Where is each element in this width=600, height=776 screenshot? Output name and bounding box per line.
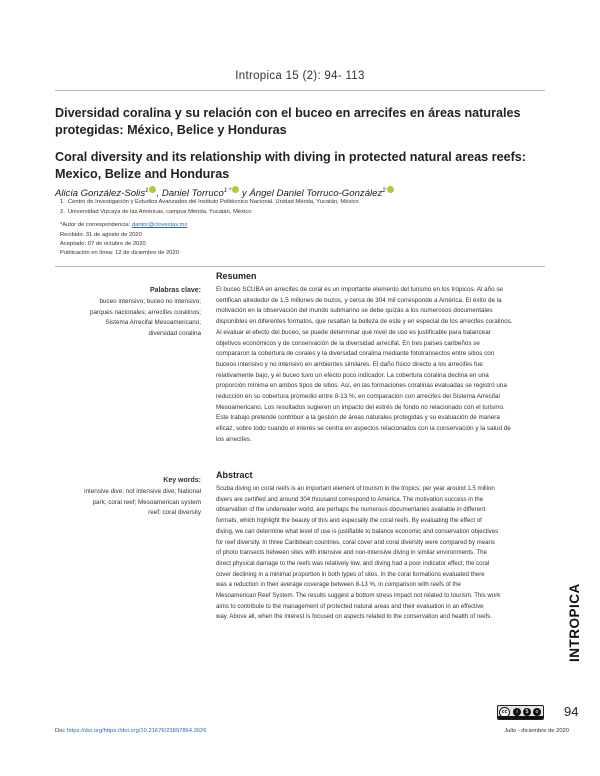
resumen-heading: Resumen xyxy=(216,271,257,281)
issue-date: Julio - diciembre de 2020 xyxy=(504,728,569,734)
journal-side-label: INTROPICA xyxy=(567,583,582,662)
resumen-line: los arrecifes. xyxy=(216,435,252,443)
keywords-en-title: Key words: xyxy=(163,477,201,484)
author-conjunction: y xyxy=(241,188,247,199)
resumen-line: eficaz, sobre todo cuando el interés se centra en aspectos relacionados con la conservación y la salud de xyxy=(216,425,511,433)
abstract-line: way. Above all, when the interest is focused on aspects related to the conservation and health of reefs. xyxy=(216,613,492,621)
keyword-line: buceo intensivo; buceo no intensivo; xyxy=(99,298,201,305)
resumen-line: buceos intensivo y no intensivo en ambientes similares. El daño físico directo a los arrecifes fue xyxy=(216,360,483,368)
resumen-line: El buceo SCUBA en arrecifes de coral es un importante elemento del turismo en los trópicos. Al año se xyxy=(216,286,504,293)
orcid-icon[interactable] xyxy=(387,186,394,193)
orcid-icon[interactable] xyxy=(232,186,239,193)
resumen-line: compararon la cobertura de corales y la diversidad coralina mediante fototransectos entre sitios con xyxy=(216,350,495,358)
section-divider xyxy=(55,266,545,267)
keyword-line: reef; coral diversity xyxy=(148,509,201,517)
keyword-line: park; coral reef; Mesoamerican system xyxy=(92,498,201,506)
title-english: Coral diversity and its relationship with diving in protected natural areas reefs: Mexico, Belize and Honduras xyxy=(55,150,526,181)
creative-commons-icon: cc xyxy=(499,707,510,718)
doi-label: Doi: xyxy=(55,728,66,734)
affiliation xyxy=(60,209,251,215)
author-name: Alicia González-Solis xyxy=(55,188,146,199)
date-accepted: Aceptado: 07 de octubre de 2020 xyxy=(60,241,146,247)
resumen-line: proporción mínima en ambos tipos de sitios. Así, en las formaciones coralinas evaluadas se registró una xyxy=(216,382,507,390)
resumen-line: objetivos económicos y de conservación de la diversidad arrecifal. En tres países caribeños se xyxy=(216,339,480,347)
author-separator: , xyxy=(156,188,160,199)
abstract-line: direct physical damage to the reefs was relatively low, and diving had a poor indicator effect; the coral xyxy=(216,559,490,567)
keywords-es-title: Palabras clave: xyxy=(150,287,201,294)
author-name: Ángel Daniel Torruco-González xyxy=(249,188,383,199)
attribution-icon: i xyxy=(513,708,521,716)
abstract-heading: Abstract xyxy=(216,470,253,480)
resumen-line: certifican alrededor de 1,5 millones de buzos, y cerca de 304 mil corresponde a América. El éxito de la xyxy=(216,296,502,304)
abstract-line: of photo transects between sites with intensive and non-intensive diving in similar environments. The xyxy=(216,549,487,557)
keyword-line: parques nacionales; arrecifes coralinos; xyxy=(90,308,201,316)
abstract-line: divers are certified and around 304 thousand correspond to America. The motivation success in the xyxy=(216,495,484,503)
resumen-line: disponibles en diferentes formatos, que resaltan la belleza de este y en especial de los arrecifes coralinos. xyxy=(216,318,513,326)
sharealike-icon: o xyxy=(533,708,541,716)
abstract-line: observation of the underwater world, are perhaps the numerous documentaries available in different xyxy=(216,506,486,514)
corresponding-label: *Autor de correspondencia: xyxy=(60,222,131,228)
keyword-line: Sistema Arrecifal Mesoamericano; xyxy=(105,319,201,327)
affiliation-text: Universidad Vizcaya de las Américas, campus Mérida, Yucatán, México xyxy=(68,209,252,215)
author-name: Daniel Torruco xyxy=(161,188,224,199)
title-spanish: Diversidad coralina y su relación con el buceo en arrecifes en áreas naturales protegidas: México, Belice y Honduras xyxy=(55,106,521,137)
journal-citation: Intropica 15 (2): 94- 113 xyxy=(235,70,365,82)
abstract-line: for reef diversity. In three Caribbean countries, coral cover and coral diversity were compared by means xyxy=(216,538,495,546)
author-affiliation-mark: 1 xyxy=(145,187,149,194)
abstract-line: cover declining in a minimal proportion in both types of sites. In the coral formations evaluated there xyxy=(216,570,485,578)
abstract-line: aims to contribute to the management of protected natural areas and their evaluation in an effective xyxy=(216,602,484,610)
date-published: Publicación en línea: 12 de diciembre de 2020 xyxy=(60,250,179,256)
resumen-line: Al evaluar el efecto del buceo, se puede determinar qué nivel de uso es justificable para balancear xyxy=(216,328,491,336)
license-strip xyxy=(498,716,543,719)
resumen-line: reducción en su cobertura promedio entre 8-13 %, en comparación con arrecifes del Sistema Arrecifal xyxy=(216,393,500,401)
author-affiliation-mark: 1 * xyxy=(223,187,232,194)
affiliation-number: 1. xyxy=(60,199,65,205)
doi-link[interactable]: https://doi.org/https://doi.org/10.21676/23897864.3526 xyxy=(66,728,207,734)
keyword-line: diversidad coralina xyxy=(148,330,201,338)
author-affiliation-mark: 2 xyxy=(382,187,386,194)
abstract-line: was a reduction in their average coverage between 8-13 %, in comparison with reefs of the xyxy=(216,581,461,589)
abstract-line: Mesoamerican Reef System. The results suggest a bottom stress impact not related to tourism. This work xyxy=(216,592,501,600)
author-list xyxy=(55,186,394,199)
corresponding-author xyxy=(60,222,187,228)
date-received: Recibido: 31 de agosto de 2020 xyxy=(60,232,142,238)
resumen-line: Este trabajo pretende contribuir a la gestión de áreas naturales protegidas y su evaluación de manera xyxy=(216,414,500,422)
noncommercial-icon: $ xyxy=(523,708,531,716)
resumen-line: Mesoamericano. Los resultados sugieren un impacto del estrés de fondo no relacionado con el turismo. xyxy=(216,403,505,411)
abstract-line: diving, we can determine what level of use is justifiable to balance economic and conservation objectives xyxy=(216,527,499,535)
resumen-body xyxy=(216,285,545,446)
affiliation-number: 2. xyxy=(60,209,65,215)
resumen-line: relativamente bajo, y el buceo tuvo un efecto poco indicador. La cobertura coralina declina en una xyxy=(216,371,489,379)
abstract-body xyxy=(216,484,545,623)
corresponding-email-link[interactable]: dantor@cinvestav.mx xyxy=(131,222,188,228)
abstract-line: formats, which highlight the beauty of this and especially the coral reefs. By evaluating the effect of xyxy=(216,517,482,525)
page-number: 94 xyxy=(564,704,579,719)
header-divider xyxy=(55,90,545,91)
affiliation xyxy=(60,199,359,205)
keywords-en-list xyxy=(40,487,201,519)
cc-license-badge[interactable] xyxy=(497,705,544,720)
affiliation-text: Centro de Investigación y Estudios Avanzados del Instituto Politécnico Nacional. Unidad Mérida, Yucatán, México xyxy=(68,199,359,205)
abstract-line: Scuba diving on coral reefs is an important element of tourism in the tropics; per year around 1.5 million xyxy=(216,485,495,492)
keyword-line: intensive dive; not intensive dive; National xyxy=(84,488,201,495)
keywords-es-list xyxy=(40,297,201,340)
resumen-line: motivación en la observación del mundo submarino se debe quizás a los numerosos documentales xyxy=(216,307,493,315)
